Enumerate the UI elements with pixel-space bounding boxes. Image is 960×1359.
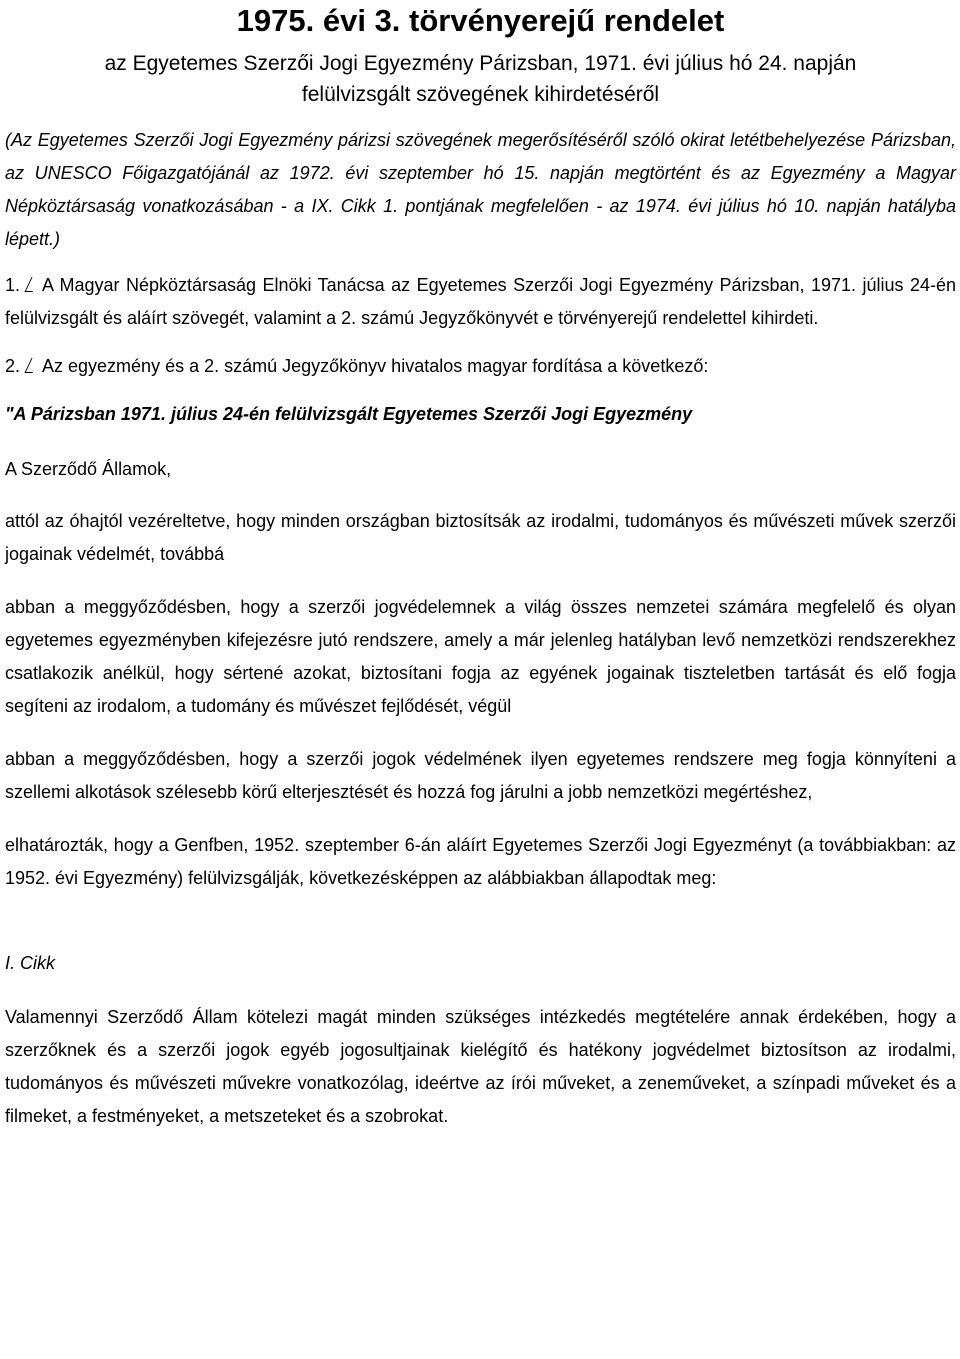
recital-4: elhatározták, hogy a Genfben, 1952. szeptember 6-án aláírt Egyetemes Szerzői Jogi Egyezményt (a továbbiakban: az 1952. évi Egyezmény) felülvizsgálják, következésképpen az alábbiakban állapodtak meg: <box>5 835 956 888</box>
preamble-note: (Az Egyetemes Szerzői Jogi Egyezmény párizsi szövegének megerősítéséről szóló okirat letétbehelyezése Párizsban, az UNESCO Főigazgatójánál az 1972. évi szeptember hó 15. napján megtörtént és az Egyezmény a Magyar Népköztársaság vonatkozásában - a IX. Cikk 1. pontjának megfelelően - az 1974. évi július hó 10. napján hatályba lépett.) <box>5 130 956 249</box>
document-subtitle <box>5 48 956 110</box>
section-1-text: A Magyar Népköztársaság Elnöki Tanácsa az Egyetemes Szerzői Jogi Egyezmény Párizsban, 1971. július 24-én felülvizsgált és aláírt szövegét, valamint a 2. számú Jegyzőkönyvét e törvényerejű rendelettel kihirdeti. <box>5 275 956 328</box>
document-title: 1975. évi 3. törvényerejű rendelet <box>236 3 725 38</box>
recital-1: attól az óhajtól vezéreltetve, hogy minden országban biztosítsák az irodalmi, tudományos és művészeti művek szerzői jogainak védelmét, továbbá <box>5 511 956 564</box>
contracting-states: A Szerződő Államok, <box>5 459 172 479</box>
subtitle-line-1: az Egyetemes Szerzői Jogi Egyezmény Párizsban, 1971. évi július hó 24. napján <box>104 52 857 75</box>
section-1-number: 1. <box>5 275 21 295</box>
section-2-number: 2. <box>5 356 21 376</box>
anchor-link-icon[interactable] <box>25 358 40 373</box>
section-1 <box>5 269 956 335</box>
section-2 <box>5 350 956 383</box>
anchor-link-icon[interactable] <box>25 277 40 292</box>
section-2-text: Az egyezmény és a 2. számú Jegyzőkönyv hivatalos magyar fordítása a következő: <box>42 356 709 376</box>
recital-3: abban a meggyőződésben, hogy a szerzői jogok védelmének ilyen egyetemes rendszere meg fogja könnyíteni a szellemi alkotások szélesebb körű elterjesztését és hozzá fog járulni a jobb nemzetközi megértéshez, <box>5 749 956 802</box>
subtitle-line-2: felülvizsgált szövegének kihirdetéséről <box>301 83 660 106</box>
convention-title: "A Párizsban 1971. július 24-én felülvizsgált Egyetemes Szerzői Jogi Egyezmény <box>5 404 693 424</box>
recital-2: abban a meggyőződésben, hogy a szerzői jogvédelemnek a világ összes nemzetei számára megfelelő és olyan egyetemes egyezményben kifejezésre jutó rendszere, amely a már jelenleg hatályban levő nemzetközi rendszerekhez csatlakozik anélkül, hogy sértené azokat, biztosítani fogja az egyének jogainak tiszteletben tartását és elő fogja segíteni az irodalom, a tudomány és művészet fejlődését, végül <box>5 597 956 716</box>
article-1-text: Valamennyi Szerződő Állam kötelezi magát minden szükséges intézkedés megtételére annak érdekében, hogy a szerzőknek és a szerzői jogok egyéb jogosultjainak kielégítő és hatékony jogvédelmet biztosítson az irodalmi, tudományos és művészeti művekre vonatkozólag, ideértve az írói műveket, a zeneműveket, a színpadi műveket és a filmeket, a festményeket, a metszeteket és a szobrokat. <box>5 1007 956 1126</box>
article-1-heading: I. Cikk <box>5 953 56 973</box>
